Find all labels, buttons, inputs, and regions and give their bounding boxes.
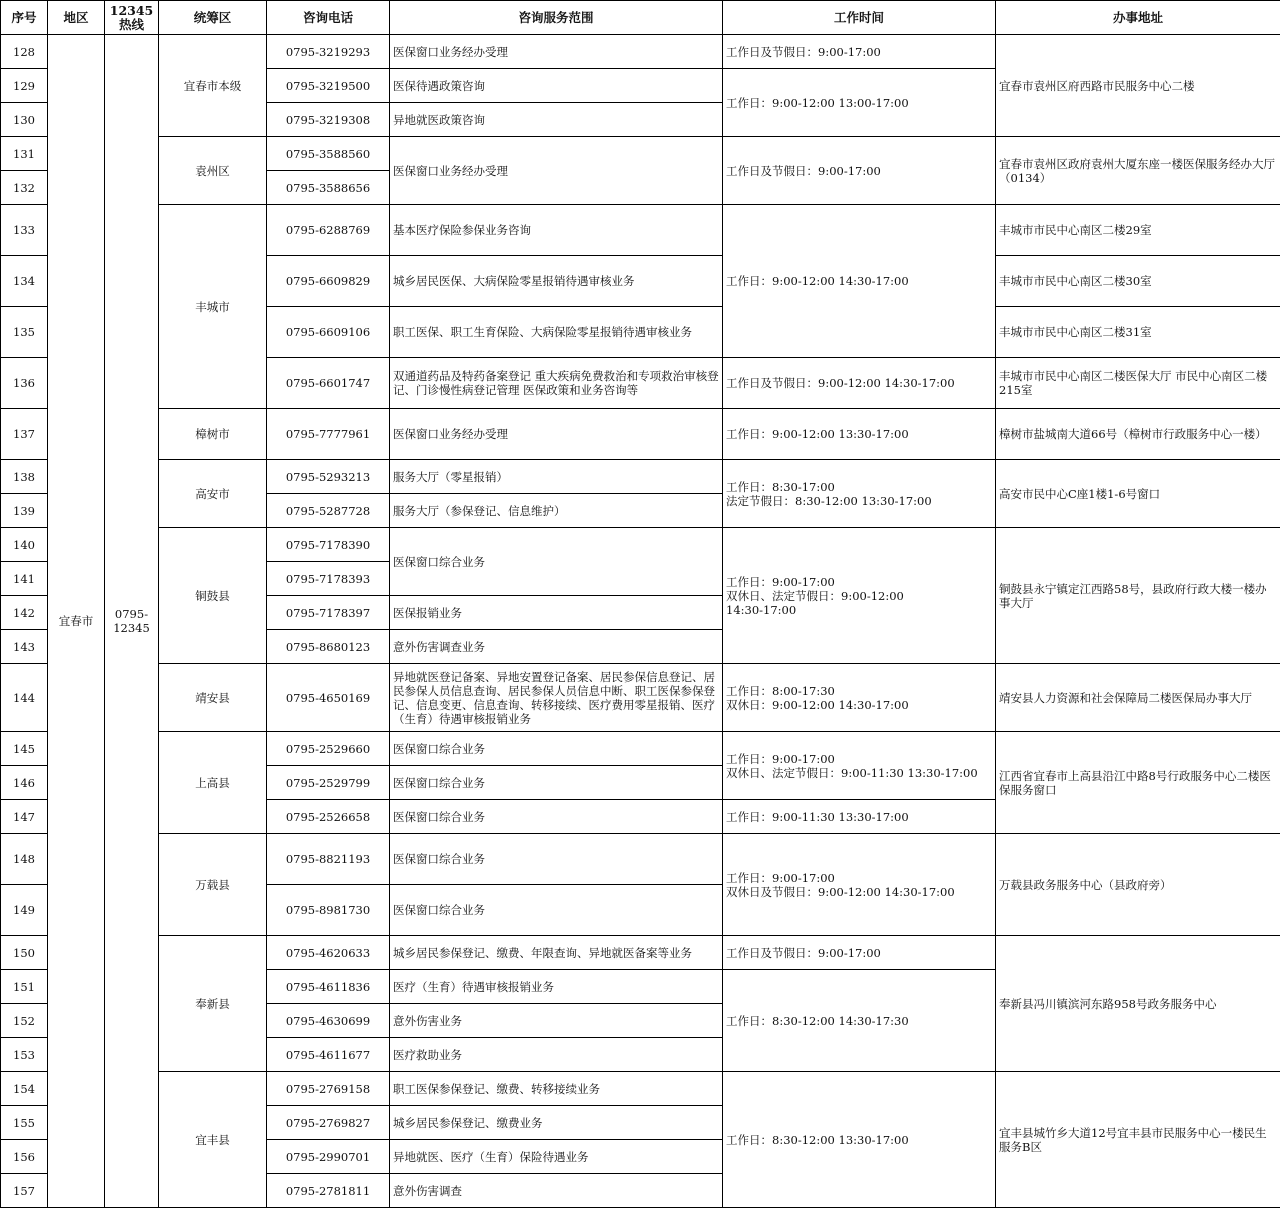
phone-cell: 0795-2769158 [267,1072,390,1106]
scope-cell: 城乡居民医保、大病保险零星报销待遇审核业务 [390,256,723,307]
row-no: 157 [1,1174,48,1208]
phone-cell: 0795-5293213 [267,460,390,494]
row-no: 144 [1,664,48,732]
scope-cell: 医保窗口综合业务 [390,834,723,885]
phone-cell: 0795-7777961 [267,409,390,460]
table-row [1,834,1280,885]
row-no: 140 [1,528,48,562]
table-row [1,409,1280,460]
header-time: 工作时间 [723,1,996,35]
address-cell: 丰城市市民中心南区二楼医保大厅 市民中心南区二楼215室 [996,358,1280,409]
row-no: 150 [1,936,48,970]
phone-cell: 0795-4650169 [267,664,390,732]
district-cell: 丰城市 [159,205,267,409]
address-cell: 高安市民中心C座1楼1-6号窗口 [996,460,1280,528]
scope-cell: 服务大厅（零星报销） [390,460,723,494]
scope-cell: 医保窗口综合业务 [390,800,723,834]
row-no: 145 [1,732,48,766]
address-cell: 丰城市市民中心南区二楼29室 [996,205,1280,256]
row-no: 128 [1,35,48,69]
row-no: 148 [1,834,48,885]
row-no: 155 [1,1106,48,1140]
time-cell: 工作日及节假日：9:00-17:00 [723,137,996,205]
row-no: 151 [1,970,48,1004]
address-cell: 丰城市市民中心南区二楼30室 [996,256,1280,307]
district-cell: 宜丰县 [159,1072,267,1208]
time-cell: 工作日：9:00-11:30 13:30-17:00 [723,800,996,834]
row-no: 146 [1,766,48,800]
phone-cell: 0795-4611836 [267,970,390,1004]
district-cell: 上高县 [159,732,267,834]
header-address: 办事地址 [996,1,1280,35]
time-cell: 工作日：8:30-12:00 13:30-17:00 [723,1072,996,1208]
header-district: 统筹区 [159,1,267,35]
table-row [1,137,1280,171]
time-cell: 工作日：9:00-17:00 双休日、法定节假日：9:00-12:00 14:30-17:00 [723,528,996,664]
phone-cell: 0795-7178397 [267,596,390,630]
header-scope: 咨询服务范围 [390,1,723,35]
row-no: 142 [1,596,48,630]
row-no: 133 [1,205,48,256]
scope-cell: 医保待遇政策咨询 [390,69,723,103]
address-cell: 宜春市袁州区政府袁州大厦东座一楼医保服务经办大厅（0134） [996,137,1280,205]
row-no: 137 [1,409,48,460]
row-no: 132 [1,171,48,205]
table-row [1,205,1280,256]
district-cell: 铜鼓县 [159,528,267,664]
address-cell: 万载县政务服务中心（县政府旁） [996,834,1280,936]
row-no: 136 [1,358,48,409]
time-cell: 工作日：9:00-12:00 13:30-17:00 [723,409,996,460]
scope-cell: 城乡居民参保登记、缴费业务 [390,1106,723,1140]
phone-cell: 0795-3588656 [267,171,390,205]
phone-cell: 0795-8680123 [267,630,390,664]
table-row [1,664,1280,732]
district-cell: 奉新县 [159,936,267,1072]
region-cell: 宜春市 [48,35,105,1208]
phone-cell: 0795-2529799 [267,766,390,800]
district-cell: 宜春市本级 [159,35,267,137]
district-cell: 万载县 [159,834,267,936]
row-no: 147 [1,800,48,834]
scope-cell: 医保窗口综合业务 [390,732,723,766]
row-no: 131 [1,137,48,171]
scope-cell: 医保窗口综合业务 [390,766,723,800]
scope-cell: 异地就医、医疗（生育）保险待遇业务 [390,1140,723,1174]
header-region: 地区 [48,1,105,35]
phone-cell: 0795-3219308 [267,103,390,137]
row-no: 152 [1,1004,48,1038]
row-no: 153 [1,1038,48,1072]
time-cell: 工作日：8:00-17:30 双休日：9:00-12:00 14:30-17:00 [723,664,996,732]
table-row [1,732,1280,766]
address-cell: 丰城市市民中心南区二楼31室 [996,307,1280,358]
scope-cell: 异地就医登记备案、异地安置登记备案、居民参保信息登记、居民参保人员信息查询、居民参保人员信息中断、职工医保参保登记、信息变更、信息查询、转移接续、医疗费用零星报销、医疗（生育）待遇审核报销业务 [390,664,723,732]
header-hotline: 12345热线 [105,1,159,35]
phone-cell: 0795-7178390 [267,528,390,562]
row-no: 138 [1,460,48,494]
phone-cell: 0795-4611677 [267,1038,390,1072]
hotline-cell: 0795- 12345 [105,35,159,1208]
scope-cell: 服务大厅（参保登记、信息维护） [390,494,723,528]
phone-cell: 0795-4620633 [267,936,390,970]
time-cell: 工作日及节假日：9:00-12:00 14:30-17:00 [723,358,996,409]
scope-cell: 双通道药品及特药备案登记 重大疾病免费救治和专项救治审核登记、门诊慢性病登记管理 医保政策和业务咨询等 [390,358,723,409]
row-no: 156 [1,1140,48,1174]
phone-cell: 0795-4630699 [267,1004,390,1038]
phone-cell: 0795-3219500 [267,69,390,103]
scope-cell: 城乡居民参保登记、缴费、年限查询、异地就医备案等业务 [390,936,723,970]
row-no: 143 [1,630,48,664]
address-cell: 宜春市袁州区府西路市民服务中心二楼 [996,35,1280,137]
phone-cell: 0795-5287728 [267,494,390,528]
table-row [1,460,1280,494]
scope-cell: 医保窗口业务经办受理 [390,409,723,460]
row-no: 139 [1,494,48,528]
row-no: 141 [1,562,48,596]
district-cell: 袁州区 [159,137,267,205]
time-cell: 工作日：9:00-17:00 双休日及节假日：9:00-12:00 14:30-17:00 [723,834,996,936]
row-no: 135 [1,307,48,358]
time-cell: 工作日：9:00-17:00 双休日、法定节假日：9:00-11:30 13:30-17:00 [723,732,996,800]
time-cell: 工作日：8:30-17:00 法定节假日：8:30-12:00 13:30-17:00 [723,460,996,528]
row-no: 149 [1,885,48,936]
scope-cell: 医保窗口综合业务 [390,528,723,596]
phone-cell: 0795-3219293 [267,35,390,69]
table-row [1,528,1280,562]
district-cell: 高安市 [159,460,267,528]
phone-cell: 0795-6609829 [267,256,390,307]
scope-cell: 医保窗口业务经办受理 [390,137,723,205]
address-cell: 靖安县人力资源和社会保障局二楼医保局办事大厅 [996,664,1280,732]
phone-cell: 0795-8981730 [267,885,390,936]
time-cell: 工作日及节假日：9:00-17:00 [723,35,996,69]
phone-cell: 0795-6609106 [267,307,390,358]
phone-cell: 0795-6601747 [267,358,390,409]
time-cell: 工作日及节假日：9:00-17:00 [723,936,996,970]
address-cell: 樟树市盐城南大道66号（樟树市行政服务中心一楼） [996,409,1280,460]
row-no: 129 [1,69,48,103]
scope-cell: 意外伤害业务 [390,1004,723,1038]
address-cell: 铜鼓县永宁镇定江西路58号，县政府行政大楼一楼办事大厅 [996,528,1280,664]
scope-cell: 职工医保、职工生育保险、大病保险零星报销待遇审核业务 [390,307,723,358]
phone-cell: 0795-2990701 [267,1140,390,1174]
phone-cell: 0795-2526658 [267,800,390,834]
address-cell: 宜丰县城竹乡大道12号宜丰县市民服务中心一楼民生服务B区 [996,1072,1280,1208]
table-row [1,1072,1280,1106]
header-phone: 咨询电话 [267,1,390,35]
phone-cell: 0795-8821193 [267,834,390,885]
scope-cell: 医保窗口综合业务 [390,885,723,936]
phone-cell: 0795-2781811 [267,1174,390,1208]
scope-cell: 医疗救助业务 [390,1038,723,1072]
scope-cell: 医疗（生育）待遇审核报销业务 [390,970,723,1004]
address-cell: 奉新县冯川镇滨河东路958号政务服务中心 [996,936,1280,1072]
phone-cell: 0795-7178393 [267,562,390,596]
phone-cell: 0795-2529660 [267,732,390,766]
time-cell: 工作日：9:00-12:00 14:30-17:00 [723,205,996,358]
row-no: 130 [1,103,48,137]
scope-cell: 职工医保参保登记、缴费、转移接续业务 [390,1072,723,1106]
scope-cell: 异地就医政策咨询 [390,103,723,137]
header-no: 序号 [1,1,48,35]
phone-cell: 0795-2769827 [267,1106,390,1140]
district-cell: 樟树市 [159,409,267,460]
table-row [1,936,1280,970]
scope-cell: 意外伤害调查 [390,1174,723,1208]
table-row [1,35,1280,69]
address-cell: 江西省宜春市上高县沿江中路8号行政服务中心二楼医保服务窗口 [996,732,1280,834]
scope-cell: 意外伤害调查业务 [390,630,723,664]
scope-cell: 医保报销业务 [390,596,723,630]
time-cell: 工作日：9:00-12:00 13:00-17:00 [723,69,996,137]
row-no: 134 [1,256,48,307]
scope-cell: 医保窗口业务经办受理 [390,35,723,69]
header-row [1,1,1280,35]
phone-cell: 0795-3588560 [267,137,390,171]
phone-cell: 0795-6288769 [267,205,390,256]
district-cell: 靖安县 [159,664,267,732]
time-cell: 工作日：8:30-12:00 14:30-17:30 [723,970,996,1072]
row-no: 154 [1,1072,48,1106]
scope-cell: 基本医疗保险参保业务咨询 [390,205,723,256]
